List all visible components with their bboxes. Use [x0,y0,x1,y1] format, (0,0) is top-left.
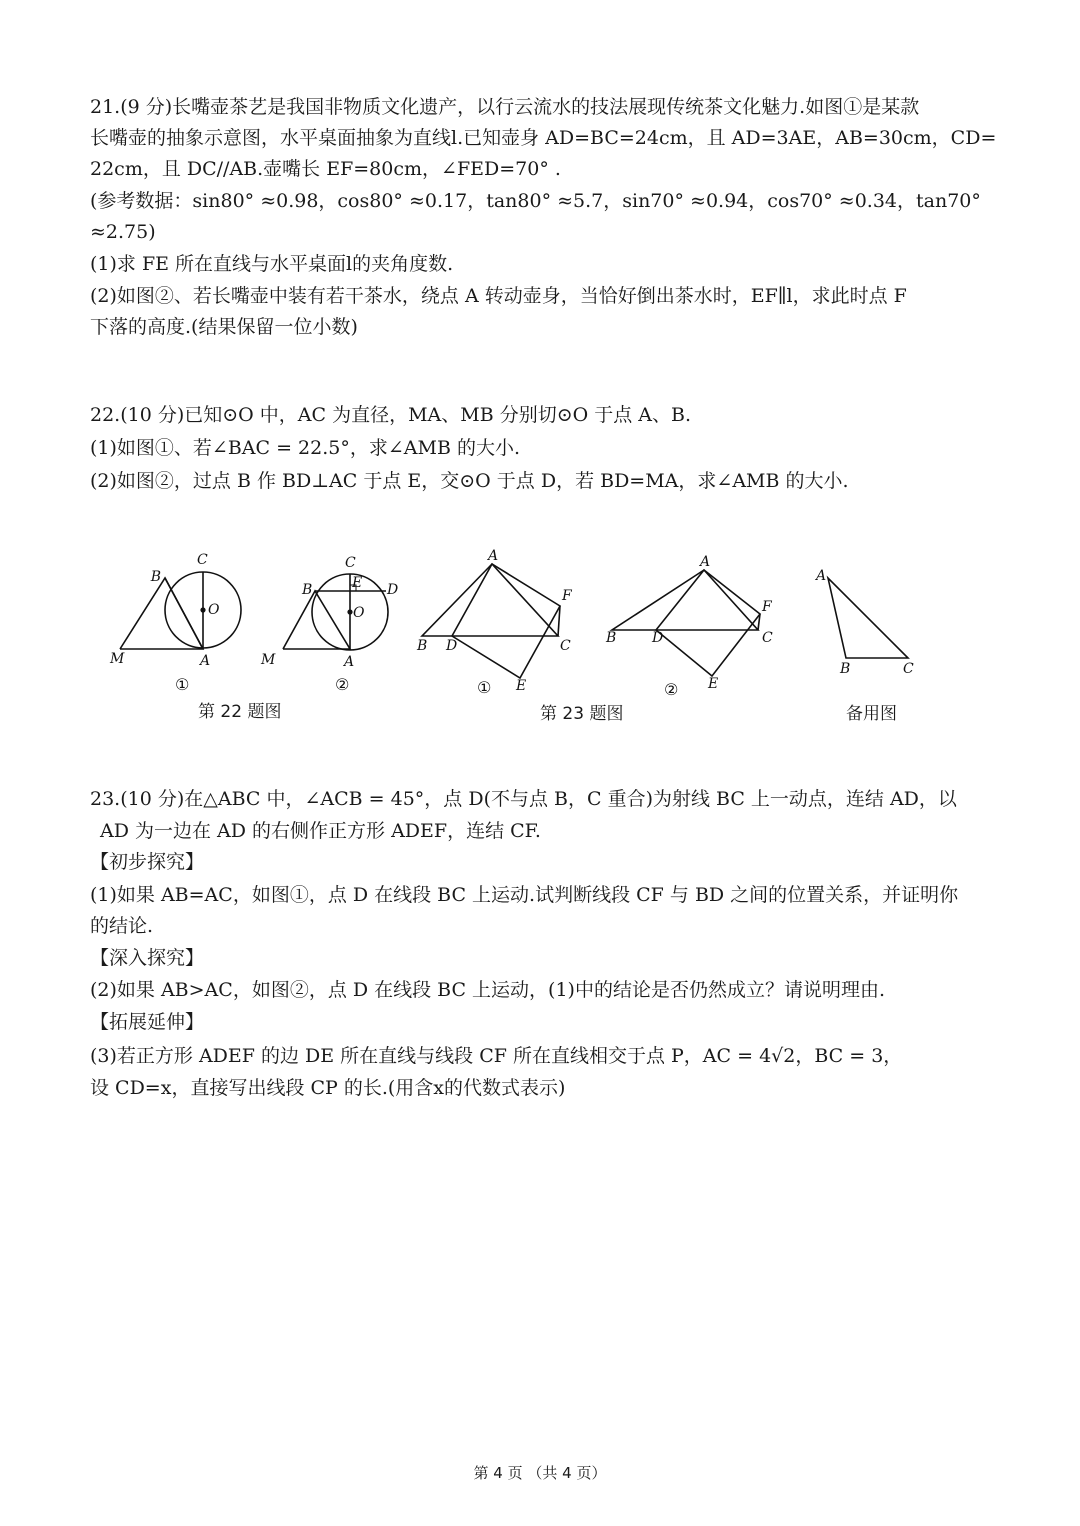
figure-22-2 [255,550,415,699]
figure-23-2 [600,548,790,702]
q22-part-2: (2)如图②，过点 B 作 BD⊥AC 于点 E，交⊙O 于点 D，若 BD=MA，求∠AMB 的大小. [90,470,849,492]
figure-caption-spare: 备用图 [846,704,897,724]
point-label-D: D [387,582,399,598]
figure-23-spare [808,560,928,689]
point-label-B: B [302,582,313,598]
figure-number: ① [477,678,492,697]
q21-line-3: 22cm，且 DC//AB.壶嘴长 EF=80cm，∠FED=70° . [90,158,561,180]
point-label-C: C [560,638,571,654]
q23-section-heading-3: 【拓展延伸】 [90,1011,205,1033]
q23-stem: 23.(10 分)在△ABC 中，∠ACB = 45°，点 D(不与点 B，C 重合)为射线 BC 上一动点，连结 AD，以 [90,788,957,810]
point-label-B: B [150,569,161,585]
point-label-D: D [652,630,664,646]
page-footer: 第 4 页 （共 4 页） [473,1464,607,1482]
point-label-D: D [446,638,458,654]
q23-part-1-cont: 的结论. [90,915,154,937]
q23-part-1: (1)如果 AB=AC，如图①，点 D 在线段 BC 上运动.试判断线段 CF 与 BD 之间的位置关系，并证明你 [90,884,959,906]
q21-part-1: (1)求 FE 所在直线与水平桌面l的夹角度数. [90,253,454,275]
q21-part-2: (2)如图②、若长嘴壶中装有若干茶水，绕点 A 转动壶身，当恰好倒出茶水时，EF∥l，求此时点 F [90,285,907,307]
q23-stem-cont: AD 为一边在 AD 的右侧作正方形 ADEF，连结 CF. [100,820,541,842]
q23-part-2: (2)如果 AB>AC，如图②，点 D 在线段 BC 上运动，(1)中的结论是否仍然成立？请说明理由. [90,979,886,1001]
q23-section-heading-1: 【初步探究】 [90,851,205,873]
point-label-F: F [762,599,772,615]
q21-reference-data-cont: ≈2.75) [90,221,156,243]
figure-caption-23: 第 23 题图 [540,704,624,724]
figure-number: ② [335,675,350,694]
point-label-M: M [110,651,125,667]
q21-part-2-cont: 下落的高度.(结果保留一位小数) [90,316,358,338]
q23-part-3-cont: 设 CD=x，直接写出线段 CP 的长.(用含x的代数式表示) [90,1077,566,1099]
q21-line-2: 长嘴壶的抽象示意图，水平桌面抽象为直线l.已知壶身 AD=BC=24cm，且 AD=3AE，AB=30cm，CD= [90,127,997,149]
point-label-E: E [708,676,719,692]
point-label-A: A [700,554,711,570]
figure-23-1 [410,548,590,702]
point-label-O: O [208,602,220,618]
point-label-E: E [516,678,527,694]
q22-part-1: (1)如图①、若∠BAC = 22.5°，求∠AMB 的大小. [90,437,520,459]
point-label-O: O [353,605,365,621]
point-label-F: F [562,588,572,604]
point-label-B: B [840,661,851,677]
point-label-E: E [352,575,363,591]
point-label-A: A [344,654,355,670]
q23-part-3: (3)若正方形 ADEF 的边 DE 所在直线与线段 CF 所在直线相交于点 P，AC = 4√2，BC = 3， [90,1045,903,1067]
figure-caption-22: 第 22 题图 [198,702,282,722]
q22-stem: 22.(10 分)已知⊙O 中，AC 为直径，MA、MB 分别切⊙O 于点 A、B. [90,404,692,426]
point-label-C: C [762,630,773,646]
q21-line-1: 21.(9 分)长嘴壶茶艺是我国非物质文化遗产，以行云流水的技法展现传统茶文化魅力.如图①是某款 [90,96,920,118]
q23-section-heading-2: 【深入探究】 [90,947,205,969]
point-label-C: C [345,555,356,571]
point-label-B: B [417,638,428,654]
figure-22-1 [105,550,265,699]
point-label-A: A [200,653,211,669]
point-label-C: C [197,552,208,568]
point-label-B: B [606,630,617,646]
point-label-M: M [261,652,276,668]
figure-number: ① [175,675,190,694]
q21-reference-data: (参考数据：sin80° ≈0.98，cos80° ≈0.17，tan80° ≈5.7，sin70° ≈0.94，cos70° ≈0.34，tan70° [90,190,981,212]
point-label-A: A [816,568,827,584]
figure-number: ② [664,680,679,699]
point-label-C: C [903,661,914,677]
point-label-A: A [488,548,499,564]
